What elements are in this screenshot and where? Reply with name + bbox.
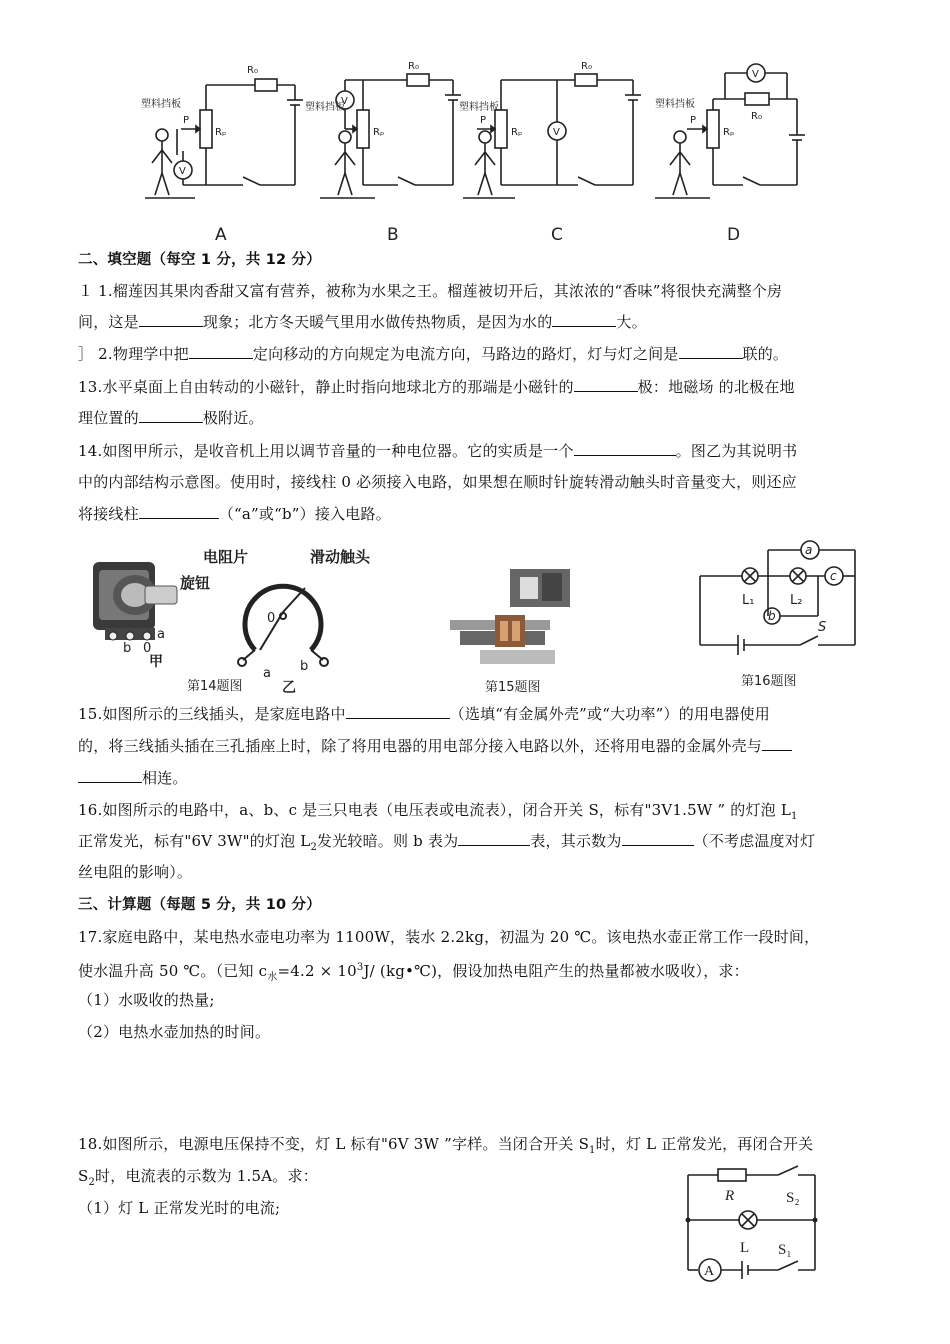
q15-text-a: 15.如图所示的三线插头，是家庭电路中 [78, 705, 346, 723]
p-label-c: P [480, 115, 487, 126]
q18-text-d: 时，电流表的示数为 1.5A。求： [95, 1167, 318, 1185]
terminal-b-schematic: b [300, 659, 309, 674]
lamp2-label: L₂ [790, 593, 803, 608]
p-label-d: P [690, 115, 697, 126]
potentiometer-schematic [238, 586, 328, 666]
q16-text-c: 发光较暗。则 b 表为 [317, 832, 459, 850]
lamp1-label: L₁ [742, 593, 755, 608]
section3-heading: 三、计算题（每题 5 分，共 10 分） [78, 897, 321, 913]
q14-text-c: 将接线柱 [78, 505, 139, 523]
switch-s1-label: S₁ [778, 1242, 792, 1258]
meter-label-a: V [179, 166, 186, 177]
q13-text-c: 理位置的 [78, 409, 139, 427]
meter-b-label: b [768, 609, 776, 623]
q14-text-a: 14.如图甲所示，是收音机上用以调节音量的一种电位器。它的实质是一个 [78, 442, 574, 460]
q17-part2: （2）电热水壶加热的时间。 [78, 1023, 271, 1041]
q14-text-b: 。图乙为其说明书 [675, 442, 798, 460]
knob-label: 旋钮 [180, 574, 211, 592]
q16-blank-1[interactable] [458, 831, 530, 846]
q14-blank-1[interactable] [574, 441, 676, 456]
q17-line2 [78, 958, 749, 988]
q18-text-c: S [78, 1167, 89, 1185]
q12-blank-2[interactable] [679, 344, 743, 359]
q17-sup-3: 3 [356, 962, 364, 973]
q16-text-b: 正常发光，标有"6V 3W"的灯泡 L [78, 832, 311, 850]
rp-label-d: Rₚ [723, 127, 735, 138]
q15-text-b: （选填“有金属外壳”或“大功率”）的用电器使用 [449, 705, 770, 723]
circuit-figures-abcd [135, 55, 815, 250]
resistor-r-label: R [725, 1188, 735, 1204]
jia-label: 甲 [149, 654, 163, 670]
q13-text-b: 极：地磁场 的北极在地 [637, 378, 795, 396]
q15-line2 [78, 736, 792, 756]
terminal-a-schematic: a [263, 666, 271, 681]
lamp-l-label: L [740, 1240, 750, 1256]
meter-label-d: V [752, 69, 759, 80]
q13-text-d: 极附近。 [202, 409, 264, 427]
figure-label-d: D [727, 225, 741, 245]
r0-label-d: R₀ [751, 111, 762, 122]
q18-line2 [78, 1166, 318, 1193]
figure-16-circuit [690, 538, 865, 668]
rp-label-c: Rₚ [511, 127, 523, 138]
figure-15-plug-photo [440, 565, 590, 680]
terminal-0-schematic: 0 [267, 611, 276, 626]
meter-label-b: V [341, 96, 348, 107]
q11-text-a: 间，这是 [78, 313, 139, 331]
q13-text-a: 13.水平桌面上自由转动的小磁针，静止时指向地球北方的那端是小磁针的 [78, 378, 574, 396]
meter-a-label: a [805, 543, 813, 557]
caption-fig14: 第14题图 [187, 679, 243, 694]
q13-blank-2[interactable] [139, 408, 203, 423]
caption-fig16: 第16题图 [741, 674, 797, 689]
q16-text-e: （不考虑温度对灯 [693, 832, 816, 850]
figure-label-a: A [215, 225, 227, 245]
r0-label-c: R₀ [581, 61, 592, 72]
q17-sub-water: 水 [267, 972, 278, 983]
p-label-a: P [183, 115, 190, 126]
board-label-d: 塑料挡板 [655, 99, 695, 110]
q15-blank-2b[interactable] [78, 768, 142, 783]
q16-text-a: 16.如图所示的电路中，a、b、c 是三只电表（电压表或电流表），闭合开关 S，标有"3V1.5W ” 的灯泡 L [78, 801, 791, 819]
q14-line3 [78, 504, 391, 524]
q11-line2 [78, 312, 647, 332]
q11-blank-1[interactable] [139, 312, 203, 327]
figure-14-potentiometer [85, 540, 385, 695]
q17-text-a: 使水温升高 50 ℃。（已知 c [78, 962, 268, 980]
q16-sub-2: 2 [310, 842, 317, 853]
q15-text-c: 的，将三线插头插在三孔插座上时，除了将用电器的用电部分接入电路以外，还将用电器的金属外壳与 [78, 737, 763, 755]
q15-text-d: 相连。 [142, 769, 188, 787]
q15-blank-2a[interactable] [762, 736, 792, 751]
q12-text-b: 定向移动的方向规定为电流方向，马路边的路灯，灯与灯之间是 [252, 345, 679, 363]
terminal-0-photo: 0 [143, 641, 152, 656]
q17-text-c: J/ (kg•℃)，假设加热电阻产生的热量都被水吸收），求： [363, 962, 749, 980]
figure-18-circuit [680, 1160, 830, 1285]
q14-line2: 中的内部结构示意图。使用时，接线柱 0 必须接入电路，如果想在顺时针旋转滑动触头时音量变大，则还应 [78, 473, 797, 491]
ammeter-label: A [704, 1264, 715, 1279]
figure-c-circuit [463, 74, 641, 198]
caption-fig15: 第15题图 [485, 680, 541, 695]
q12-text-c: 联的。 [742, 345, 789, 363]
terminal-a-photo: a [157, 627, 165, 642]
q16-line1 [78, 800, 798, 827]
q12-text-a: ］ 2.物理学中把 [78, 345, 189, 363]
board-label-b: 塑料挡板 [305, 102, 345, 113]
resistor-sheet-label: 电阻片 [203, 548, 249, 566]
q14-blank-2[interactable] [139, 504, 219, 519]
yi-label: 乙 [282, 680, 296, 695]
q18-part1: （1）灯 L 正常发光时的电流; [78, 1199, 281, 1217]
q17-line1: 17.家庭电路中，某电热水壶电功率为 1100W，装水 2.2kg，初温为 20 ℃。该电热水壶正常工作一段时间， [78, 928, 820, 946]
figure-a-circuit [145, 79, 303, 198]
terminal-b-photo: b [123, 641, 132, 656]
q12-blank-1[interactable] [189, 344, 253, 359]
q17-text-b: =4.2 × 10 [277, 962, 357, 980]
switch-s-label: S [818, 620, 827, 635]
section2-heading: 二、填空题（每空 1 分，共 12 分） [78, 252, 321, 268]
q18-text-a: 18.如图所示，电源电压保持不变，灯 L 标有"6V 3W ”字样。当闭合开关 S [78, 1135, 590, 1153]
q16-line3: 丝电阻的影响）。 [78, 863, 193, 881]
meter-c-label: c [830, 569, 837, 583]
q13-blank-1[interactable] [574, 377, 638, 392]
q18-line1 [78, 1134, 813, 1161]
q13-line1 [78, 377, 795, 397]
meter-label-c: V [553, 127, 560, 138]
q18-sub-1: 1 [589, 1145, 596, 1156]
slider-label: 滑动触头 [310, 548, 371, 566]
q15-line3 [78, 768, 188, 788]
board-label-c: 塑料挡板 [459, 102, 499, 113]
r0-label-a: R₀ [247, 65, 258, 76]
q16-sub-1: 1 [791, 811, 798, 822]
figure-label-c: C [551, 225, 563, 245]
q17-part1: （1）水吸收的热量; [78, 991, 215, 1009]
q15-blank-1[interactable] [346, 704, 450, 719]
q11-text-b: 现象；北方冬天暖气里用水做传热物质，是因为水的 [202, 313, 553, 331]
q11-line1: １ 1.榴莲因其果肉香甜又富有营养，被称为水果之王。榴莲被切开后，其浓浓的“香味”将很快充满整个房 [78, 282, 783, 300]
q13-line2 [78, 408, 264, 428]
q16-text-d: 表，其示数为 [530, 832, 622, 850]
figure-label-b: B [387, 225, 399, 245]
q18-sub-2: 2 [88, 1177, 96, 1188]
q12-line [78, 344, 788, 364]
q18-text-b: 时，灯 L 正常发光，再闭合开关 [595, 1135, 814, 1153]
rp-label-b: Rₚ [373, 127, 385, 138]
r0-label-b: R₀ [408, 61, 419, 72]
q11-text-c: 大。 [616, 313, 647, 331]
board-label-a: 塑料挡板 [141, 99, 181, 110]
switch-s2-label: S₂ [786, 1190, 800, 1206]
q14-text-d: （“a”或“b”）接入电路。 [218, 505, 391, 523]
q16-blank-2[interactable] [622, 831, 694, 846]
rp-label-a: Rₚ [215, 127, 227, 138]
q14-line1 [78, 441, 797, 461]
q11-blank-2[interactable] [552, 312, 616, 327]
figure-b-circuit [320, 74, 461, 198]
q15-line1 [78, 704, 770, 724]
q16-line2 [78, 831, 815, 858]
